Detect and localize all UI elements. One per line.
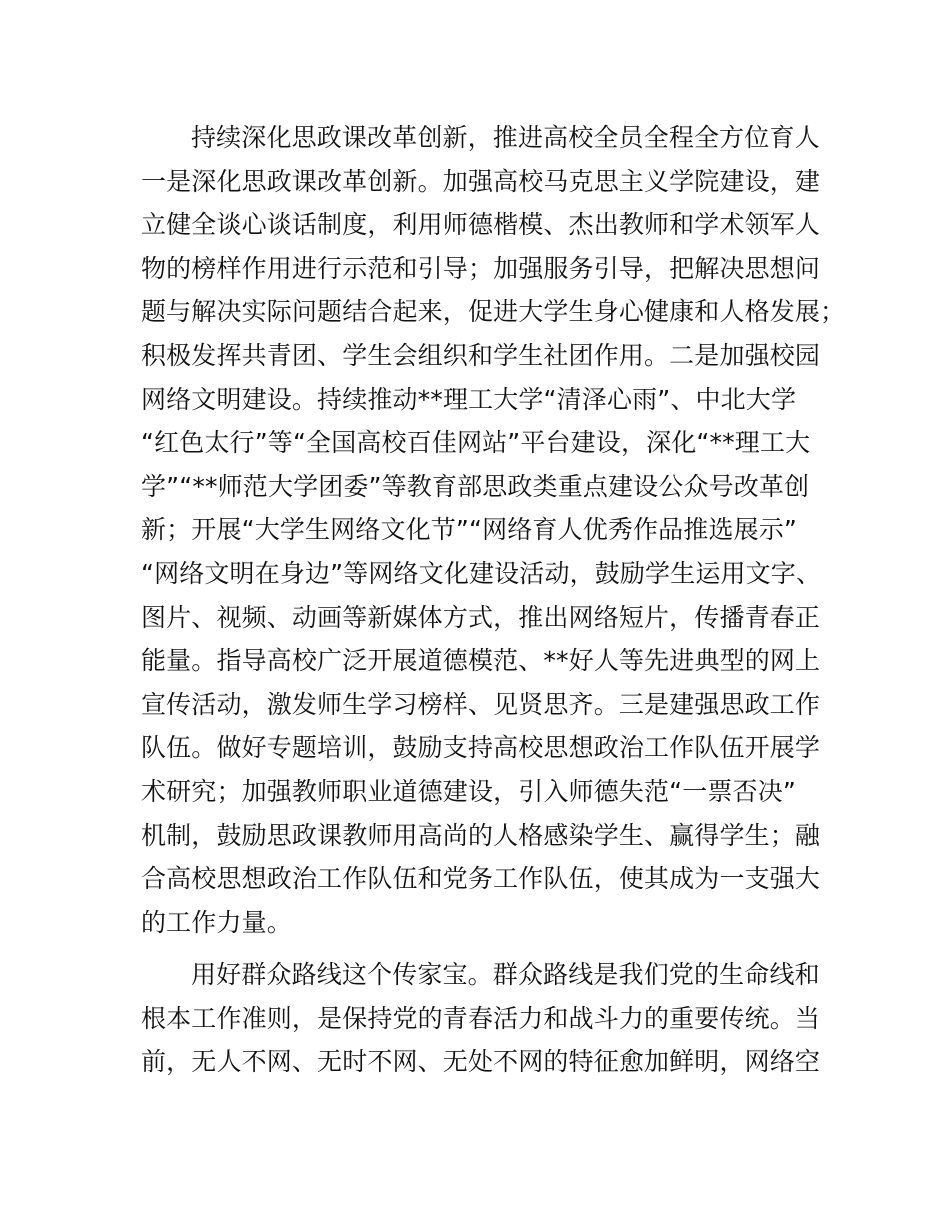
paragraph-1-line-1: 持续深化思政课改革创新，推进高校全员全程全方位育人 xyxy=(191,123,820,152)
paragraph-1-line-4: 物的榜样作用进行示范和引导；加强服务引导，把解决思想问 xyxy=(141,253,821,283)
paragraph-1-line-12: 图片、视频、动画等新媒体方式，推出网络短片，传播青春正 xyxy=(141,602,821,632)
paragraph-1-line-3: 立健全谈心谈话制度，利用师德楷模、杰出教师和学术领军人 xyxy=(141,210,821,240)
paragraph-1-line-6: 积极发挥共青团、学生会组织和学生社团作用。二是加强校园 xyxy=(141,340,821,370)
paragraph-2 xyxy=(141,953,831,1084)
paragraph-1-line-11: “网络文明在身边”等网络文化建设活动，鼓励学生运用文字、 xyxy=(141,558,822,588)
paragraph-1-line-19: 的工作力量。 xyxy=(141,907,292,937)
paragraph-1-line-18: 合高校思想政治工作队伍和党务工作队伍，使其成为一支强大 xyxy=(141,864,821,894)
paragraph-1-line-15: 队伍。做好专题培训，鼓励支持高校思想政治工作队伍开展学 xyxy=(141,733,821,763)
document-body xyxy=(141,116,846,1084)
paragraph-1-line-7: 网络文明建设。持续推动**理工大学“清泽心雨”、中北大学 xyxy=(141,384,797,414)
paragraph-1 xyxy=(141,116,846,944)
paragraph-2-line-2: 根本工作准则，是保持党的青春活力和战斗力的重要传统。当 xyxy=(141,1003,821,1033)
paragraph-2-line-3: 前，无人不网、无时不网、无处不网的特征愈加鲜明，网络空 xyxy=(141,1047,821,1077)
paragraph-spacing xyxy=(141,944,831,953)
paragraph-1-line-2: 一是深化思政课改革创新。加强高校马克思主义学院建设，建 xyxy=(141,166,821,196)
paragraph-1-line-13: 能量。指导高校广泛开展道德模范、**好人等先进典型的网上 xyxy=(141,646,821,676)
paragraph-1-line-5: 题与解决实际问题结合起来，促进大学生身心健康和人格发展； xyxy=(141,297,846,327)
paragraph-1-line-9: 学”“**师范大学团委”等教育部思政类重点建设公众号改革创 xyxy=(141,471,810,501)
paragraph-1-line-16: 术研究；加强教师职业道德建设，引入师德失范“一票否决” xyxy=(141,776,796,806)
paragraph-1-line-10: 新；开展“大学生网络文化节”“网络育人优秀作品推选展示” xyxy=(141,515,798,545)
paragraph-1-line-8: “红色太行”等“全国高校百佳网站”平台建设，深化“**理工大 xyxy=(141,428,811,458)
paragraph-2-line-1: 用好群众路线这个传家宝。群众路线是我们党的生命线和 xyxy=(191,960,820,990)
paragraph-1-line-17: 机制，鼓励思政课教师用高尚的人格感染学生、赢得学生；融 xyxy=(141,820,821,850)
paragraph-1-line-14: 宣传活动，激发师生学习榜样、见贤思齐。三是建强思政工作 xyxy=(141,689,821,719)
